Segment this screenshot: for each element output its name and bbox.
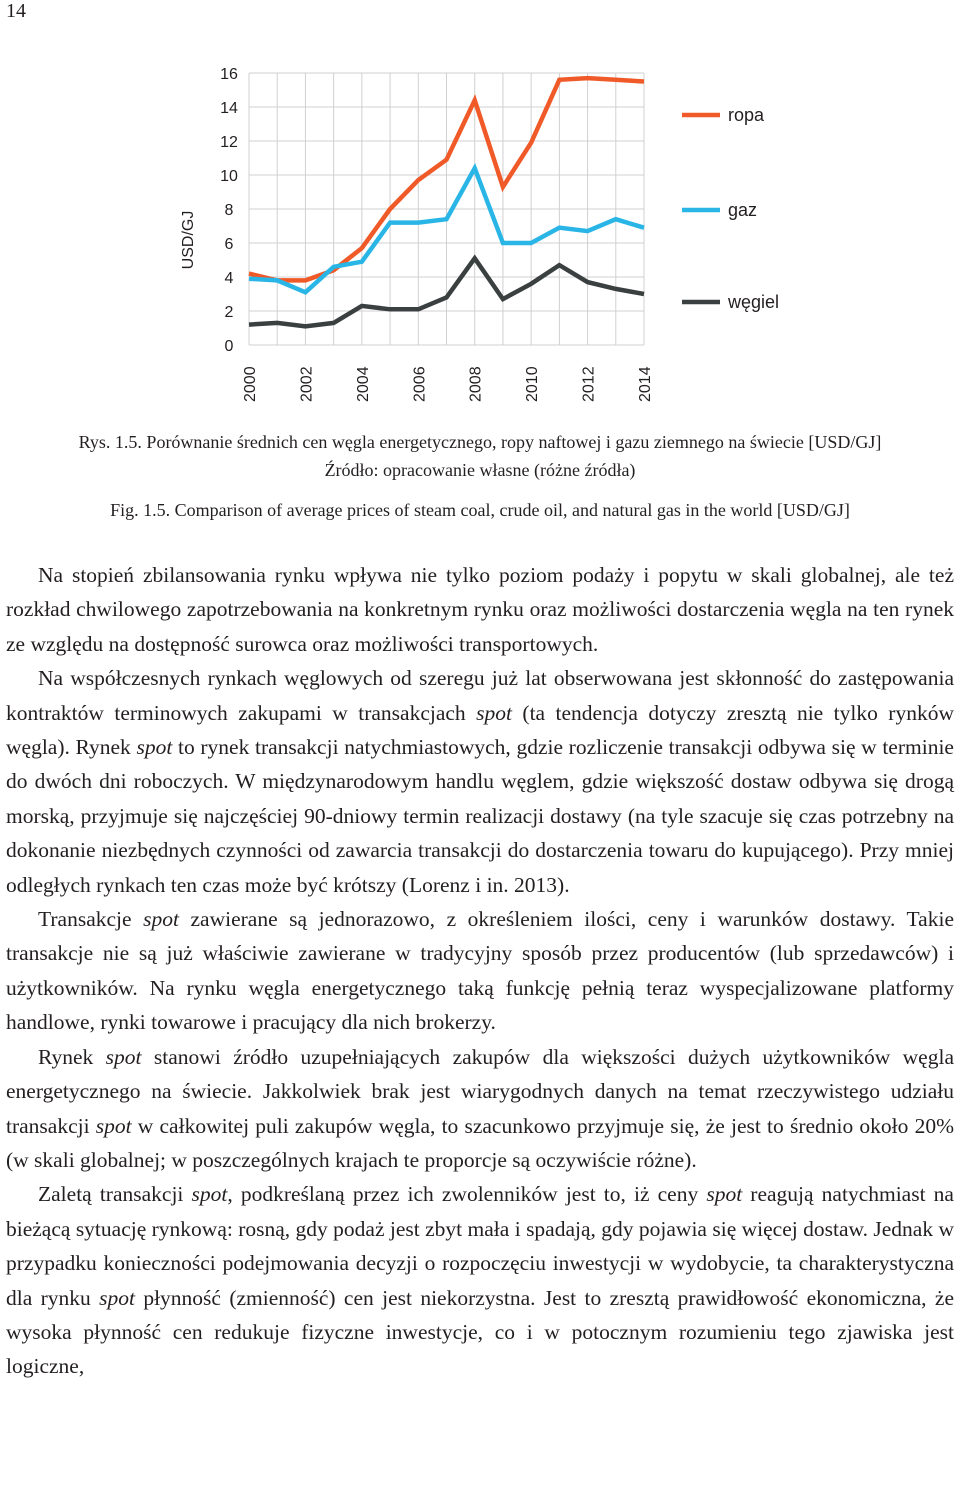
- x-tick-label: 2002: [298, 366, 316, 402]
- y-tick-label: 10: [220, 168, 238, 185]
- x-tick-label: 2014: [637, 366, 654, 402]
- x-tick-label: 2008: [467, 366, 485, 402]
- y-tick-label: 14: [220, 100, 238, 117]
- x-tick-labels: [242, 366, 654, 402]
- y-tick-label: 16: [220, 66, 238, 83]
- page-number: 14: [6, 0, 26, 22]
- y-axis-label: USD/GJ: [180, 210, 197, 270]
- figure-caption-pl: Rys. 1.5. Porównanie średnich cen węgla energetycznego, ropy naftowej i gazu ziemnego na świecie [USD/GJ]: [78, 432, 882, 452]
- y-tick-label: 2: [224, 304, 234, 321]
- chart-grid: [249, 73, 644, 345]
- y-tick-label: 12: [220, 134, 238, 151]
- paragraph-4: Rynek spot stanowi źródło uzupełniających zakupów dla większości dużych użytkowników węgla energetycznego na świecie. Jakkolwiek brak jest wiarygodnych danych na temat rzeczywistego udziału transakcji spot w całkowitej puli zakupów węgla, to szacunkowo przyjmuje się, że jest to średnio około 20% (w skali globalnej; w poszczególnych krajach te proporcje są oczywiście różne).: [6, 1044, 954, 1172]
- x-tick-label: 2000: [242, 366, 259, 402]
- x-tick-label: 2012: [580, 366, 598, 402]
- x-tick-label: 2006: [411, 366, 429, 402]
- legend-label-gaz: gaz: [728, 200, 758, 220]
- figure-source: Źródło: opracowanie własne (różne źródła): [324, 460, 636, 480]
- legend-label-węgiel: węgiel: [728, 292, 780, 312]
- body-text: [6, 558, 954, 1384]
- y-tick-label: 8: [224, 202, 234, 219]
- paragraph-3: Transakcje spot zawierane są jednorazowo, z określeniem ilości, ceny i warunków dostawy. Takie transakcje nie są już właściwie zawierane w tradycyjny sposób przez producentów (lub sprzedawców) i użytkowników. Na rynku węgla energetycznego taką funkcję pełnią teraz wyspecjalizowane platformy handlowe, rynki towarowe i pracujący dla nich brokerzy.: [6, 907, 954, 1035]
- chart-legend: [682, 105, 779, 312]
- paragraph-5: Zaletą transakcji spot, podkreślaną przez ich zwolenników jest to, iż ceny spot reagują natychmiast na bieżącą sytuację rynkową: rosną, gdy podaż jest zbyt mała i spadają, gdy pojawia się więcej dostaw. Jednak w przypadku konieczności podejmowania decyzji o rozpoczęciu inwestycji w wydobycie, ta charakterystyczna dla rynku spot płynność (zmienność) cen jest niekorzystna. Jest to zresztą prawidłowość ekonomiczna, że wysoka płynność cen redukuje fizyczne inwestycje, co i w potocznym rozumieniu tego zjawiska jest logiczne,: [6, 1182, 954, 1379]
- price-chart: [0, 45, 960, 405]
- y-tick-label: 6: [224, 236, 234, 253]
- y-tick-labels: [220, 66, 238, 355]
- x-tick-label: 2010: [524, 366, 542, 402]
- y-tick-label: 0: [224, 338, 234, 355]
- paragraph-2: Na współczesnych rynkach węglowych od szeregu już lat obserwowana jest skłonność do zastępowania kontraktów terminowych zakupami w transakcjach spot (ta tendencja dotyczy zresztą nie tylko rynków węgla). Rynek spot to rynek transakcji natychmiastowych, gdzie rozliczenie transakcji odbywa się w terminie do dwóch dni roboczych. W międzynarodowym handlu węglem, gdzie większość dostaw odbywa się drogą morską, przyjmuje się najczęściej 90-dniowy termin realizacji dostawy (na tyle szacuje się czas potrzebny na dokonanie niezbędnych czynności od zawarcia transakcji do dostarczenia towaru do kupującego). Przy mniej odległych rynkach ten czas może być krótszy (Lorenz i in. 2013).: [6, 666, 954, 897]
- y-tick-label: 4: [224, 270, 234, 287]
- x-tick-label: 2004: [354, 366, 372, 402]
- legend-label-ropa: ropa: [728, 105, 765, 125]
- figure-caption-en: Fig. 1.5. Comparison of average prices of steam coal, crude oil, and natural gas in the world [USD/GJ]: [110, 500, 850, 520]
- paragraph-1: Na stopień zbilansowania rynku wpływa nie tylko poziom podaży i popytu w skali globalnej, ale też rozkład chwilowego zapotrzebowania na konkretnym rynku oraz możliwości dostarczenia węgla na ten rynek ze względu na dostępność surowca oraz możliwości transportowych.: [6, 563, 954, 656]
